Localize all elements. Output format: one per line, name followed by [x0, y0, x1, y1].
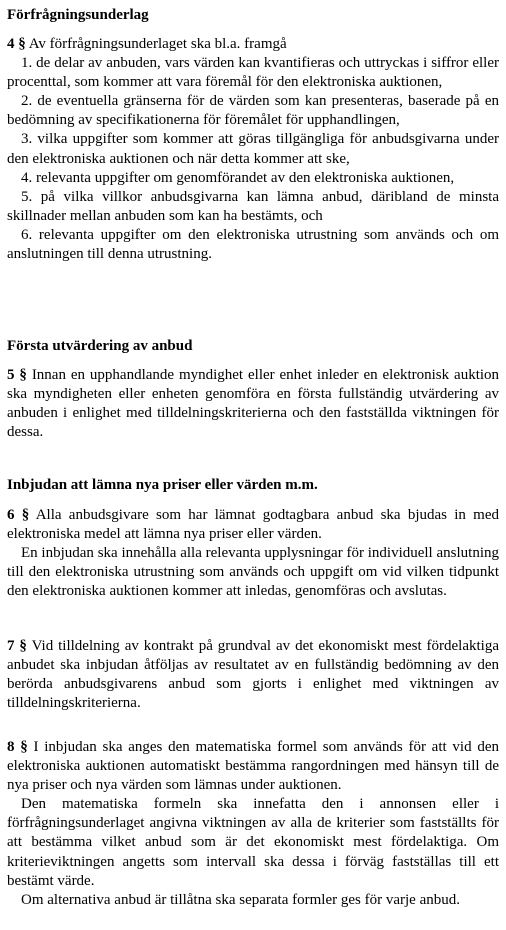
section-number: 5 §	[7, 367, 27, 383]
section-number: 4 §	[7, 36, 26, 52]
section-6-text	[7, 506, 499, 544]
section-4	[7, 35, 499, 264]
section-8-text-2: Den matematiska formeln ska innefatta den i annonsen eller i förfrågningsunderlaget angivna viktningen av alla de kriterier som fastställts för att bestämma vilket anbud som är det ekonomiskt mest fördelaktiga. Om kriterieviktningen angetts som intervall ska dessa i förväg fastställas till ett bestämt värde.	[7, 796, 499, 889]
section-4-intro	[7, 35, 499, 54]
list-item: 5. på vilka villkor anbudsgivarna kan lämna anbud, däribland de minsta skillnader mellan anbuden som kan ha bestämts, och	[7, 188, 499, 224]
section-text: I inbjudan ska anges den matematiska formel som används för att vid den elektroniska auktionen automatiskt bestämma rangordningen med hänsyn till de nya priser och nya värden som lämnas under auktionen.	[7, 739, 499, 794]
section-text: Vid tilldelning av kontrakt på grundval av det ekonomiskt mest fördelaktiga anbudet ska inbjudan åtföljas av resultatet av en fullständig bedömning av den berörda anbudsgivarens anbud som gjorts i enlighet med viktningen av tilldelningskriterierna.	[7, 638, 500, 712]
section-5-text	[7, 366, 499, 442]
section-number: 8 §	[7, 739, 28, 755]
heading-inbjudan: Inbjudan att lämna nya priser eller värden m.m.	[7, 477, 318, 493]
section-text: Innan en upphandlande myndighet eller enhet inleder en elektronisk auktion ska myndigheten eller enheten genomföra en första fullständig utvärdering av anbuden i enlighet med tilldelningskriterierna och den fastställda viktningen för dessa.	[7, 367, 500, 441]
section-text: Av förfrågningsunderlaget ska bl.a. framgå	[28, 36, 287, 52]
section-6-text-2: En inbjudan ska innehålla alla relevanta upplysningar för individuell anslutning till den elektroniska utrustning som används och uppgift om vid vilken tidpunkt den elektroniska auktionen kommer att inledas, genomföras och avslutas.	[7, 545, 499, 600]
heading-forfragningsunderlag: Förfrågningsunderlag	[7, 7, 149, 23]
section-7	[7, 637, 499, 713]
section-7-text	[7, 637, 499, 713]
heading-forsta-utvardering: Första utvärdering av anbud	[7, 338, 193, 354]
list-item: 1. de delar av anbuden, vars värden kan kvantifieras och uttryckas i siffror eller procenttal, som kommer att vara föremål för den elektroniska auktionen,	[7, 55, 499, 91]
list-item: 3. vilka uppgifter som kommer att göras tillgängliga för anbudsgivarna under den elektroniska auktionen och när detta kommer att ske,	[7, 131, 499, 167]
section-text: Alla anbudsgivare som har lämnat godtagbara anbud ska bjudas in med elektroniska medel att lämna nya priser eller värden.	[7, 507, 499, 543]
list-item: 2. de eventuella gränserna för de värden som kan presenteras, baserade på en bedömning av specifikationerna för föremålet för upphandlingen,	[7, 93, 499, 129]
section-number: 7 §	[7, 638, 27, 654]
list-item: 6. relevanta uppgifter om den elektroniska utrustning som används och om anslutningen till denna utrustning.	[7, 226, 499, 263]
section-8-text	[7, 738, 499, 795]
section-8-text-3: Om alternativa anbud är tillåtna ska separata formler ges för varje anbud.	[21, 891, 460, 908]
section-5	[7, 366, 499, 442]
list-item: 4. relevanta uppgifter om genomförandet av den elektroniska auktionen,	[21, 169, 455, 186]
section-8	[7, 738, 499, 910]
section-number: 6 §	[7, 507, 30, 523]
section-6	[7, 506, 499, 601]
